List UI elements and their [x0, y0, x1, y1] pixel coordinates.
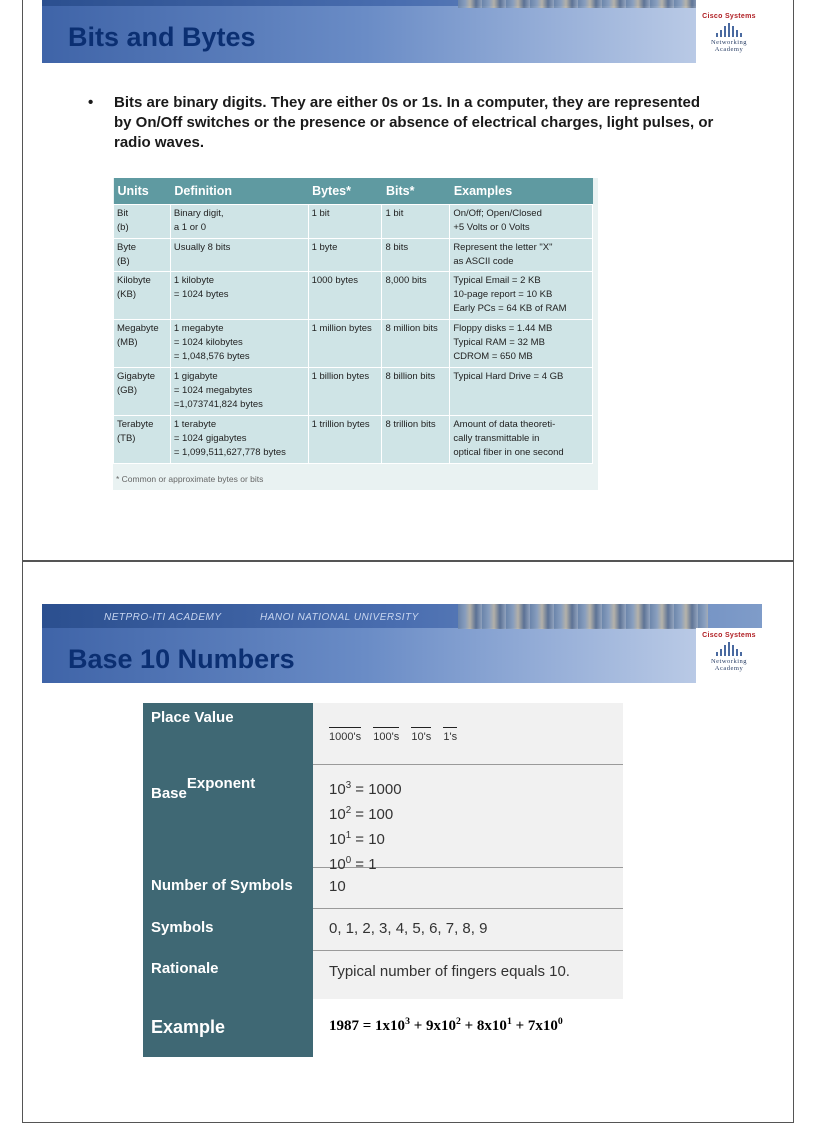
bullet-point: [88, 93, 718, 153]
header-cell: Definition: [170, 178, 308, 204]
base-label: Base: [151, 785, 187, 802]
logo-line-1: Networking: [710, 39, 748, 46]
banner-photo-strip: [458, 0, 708, 8]
logo-bars-icon: [714, 23, 744, 37]
examples-cell-line: Typical Email = 2 KB: [453, 274, 541, 286]
unit-cell-line: Gigabyte: [117, 370, 156, 382]
examples-cell-line: as ASCII code: [453, 255, 514, 267]
bytes-cell-line: 1000 bytes: [311, 274, 359, 286]
bits-cell: [382, 319, 450, 367]
examples-cell-line: optical fiber in one second: [453, 446, 564, 458]
definition-cell-line: = 1,099,511,627,778 bytes: [173, 446, 286, 458]
definition-cell-line: Binary digit,: [173, 207, 224, 219]
bytes-cell-line: 1 billion bytes: [311, 370, 370, 382]
definition-cell: [170, 415, 308, 463]
number-of-symbols-label: Number of Symbols: [151, 877, 293, 894]
powers-list: [329, 775, 402, 875]
slide-1-header-banner: [42, 0, 762, 63]
units-table-row: [114, 415, 593, 463]
bullet-text: Bits are binary digits. They are either 0s or 1s. In a computer, they are represented by On/Off switches or the presence or absence of electrical charges, light pulses, or radio waves.: [114, 94, 714, 151]
header-cell: Examples: [450, 178, 593, 204]
bits-cell-line: 8,000 bits: [385, 274, 427, 286]
unit-cell-line: Bit: [117, 207, 129, 219]
rationale-label: Rationale: [151, 960, 219, 977]
bits-cell: [382, 238, 450, 271]
row-divider: [313, 908, 623, 909]
examples-cell: [450, 367, 593, 415]
place-value-item: 1000's: [329, 727, 361, 743]
cisco-logo: [696, 628, 762, 683]
definition-cell-line: Usually 8 bits: [173, 241, 231, 253]
power-row: $10^2 = 100$: [329, 805, 394, 823]
header-cell: Units: [114, 178, 171, 204]
row-divider: [313, 950, 623, 951]
definition-cell: [170, 238, 308, 271]
bits-cell-line: 8 trillion bits: [385, 418, 436, 430]
examples-cell-line: Early PCs = 64 KB of RAM: [453, 302, 567, 314]
unit-cell: [114, 271, 171, 319]
bullet-icon: •: [88, 94, 94, 111]
bytes-cell-line: 1 bit: [311, 207, 330, 219]
base-exponent-label: [151, 775, 256, 802]
unit-cell: [114, 238, 171, 271]
examples-cell: [450, 204, 593, 238]
unit-cell-line: (MB): [117, 336, 138, 348]
bytes-cell: [308, 319, 382, 367]
unit-cell-line: Kilobyte: [117, 274, 151, 286]
units-table-row: [114, 238, 593, 271]
bits-cell-line: 8 bits: [385, 241, 409, 253]
unit-cell-line: Byte: [117, 241, 137, 253]
number-of-symbols-value: 10: [329, 878, 346, 895]
bits-cell: [382, 204, 450, 238]
unit-cell-line: (GB): [117, 384, 138, 396]
logo-line-2: Academy: [714, 46, 744, 53]
units-table-row: [114, 319, 593, 367]
bits-cell: [382, 415, 450, 463]
examples-cell-line: Amount of data theoreti-: [453, 418, 556, 430]
place-value-item: 1's: [443, 727, 457, 743]
definition-cell-line: = 1024 kilobytes: [173, 336, 243, 348]
units-table: [113, 178, 593, 464]
examples-cell: [450, 238, 593, 271]
definition-cell-line: = 1024 bytes: [173, 288, 229, 300]
definition-cell-line: =1,073741,824 bytes: [173, 398, 263, 410]
header-cell: Bytes*: [308, 178, 382, 204]
example-label: Example: [151, 1017, 226, 1037]
place-value-item: 100's: [373, 727, 399, 743]
logo-brand: Cisco Systems: [702, 632, 756, 639]
unit-cell-line: Megabyte: [117, 322, 159, 334]
bytes-cell-line: 1 byte: [311, 241, 338, 253]
table-footnote: * Common or approximate bytes or bits: [116, 474, 264, 484]
logo-brand: Cisco Systems: [702, 13, 756, 20]
bytes-cell: [308, 238, 382, 271]
logo-line-1: Networking: [710, 658, 748, 665]
slide-2-header-banner: [42, 604, 762, 683]
examples-cell: [450, 319, 593, 367]
units-table-panel: [113, 178, 598, 490]
definition-cell-line: 1 kilobyte: [173, 274, 214, 286]
definition-cell-line: 1 megabyte: [173, 322, 224, 334]
examples-cell-line: Typical RAM = 32 MB: [453, 336, 545, 348]
definition-cell-line: = 1024 megabytes: [173, 384, 253, 396]
examples-cell: [450, 271, 593, 319]
bytes-cell: [308, 271, 382, 319]
bits-cell: [382, 271, 450, 319]
unit-cell-line: Terabyte: [117, 418, 154, 430]
definition-cell: [170, 319, 308, 367]
power-row: $10^0 = 1$: [329, 855, 377, 873]
bytes-cell: [308, 367, 382, 415]
unit-cell: [114, 415, 171, 463]
strip-left-text: NETPRO-ITI ACADEMY: [104, 612, 222, 623]
power-row: $10^1 = 10$: [329, 830, 385, 848]
units-table-row: [114, 204, 593, 238]
units-table-header-row: [114, 178, 593, 204]
unit-cell: [114, 367, 171, 415]
examples-cell-line: Floppy disks = 1.44 MB: [453, 322, 553, 334]
unit-cell-line: (KB): [117, 288, 136, 300]
place-values: [329, 727, 465, 744]
row-divider: [313, 764, 623, 765]
place-value-item: 10's: [411, 727, 431, 743]
bits-cell-line: 8 million bits: [385, 322, 438, 334]
logo-bars-icon: [714, 642, 744, 656]
symbols-label: Symbols: [151, 919, 214, 936]
banner-photo-strip: [458, 604, 708, 629]
bits-cell: [382, 367, 450, 415]
logo-line-2: Academy: [714, 665, 744, 672]
bits-cell-line: 1 bit: [385, 207, 404, 219]
exponent-label: Exponent: [186, 775, 256, 792]
examples-cell: [450, 415, 593, 463]
unit-cell-line: (B): [117, 255, 130, 267]
definition-cell-line: = 1,048,576 bytes: [173, 350, 250, 362]
examples-cell-line: On/Off; Open/Closed: [453, 207, 542, 219]
examples-cell-line: CDROM = 650 MB: [453, 350, 533, 362]
bits-cell-line: 8 billion bits: [385, 370, 436, 382]
rationale-value: Typical number of fingers equals 10.: [329, 963, 570, 980]
definition-cell-line: 1 terabyte: [173, 418, 217, 430]
definition-cell: [170, 271, 308, 319]
cisco-logo: [696, 0, 762, 63]
definition-cell: [170, 204, 308, 238]
bytes-cell: [308, 204, 382, 238]
definition-cell-line: 1 gigabyte: [173, 370, 218, 382]
example-equation: $1987 = 1x10^3 + 9x10^2 + 8x10^1 + 7x10^0$: [329, 1016, 563, 1034]
unit-cell: [114, 319, 171, 367]
definition-cell: [170, 367, 308, 415]
base-10-table: [143, 703, 623, 1057]
header-cell: Bits*: [382, 178, 450, 204]
slide-2-title: Base 10 Numbers: [68, 644, 295, 674]
strip-right-text: HANOI NATIONAL UNIVERSITY: [260, 612, 419, 623]
power-row: $10^3 = 1000$: [329, 780, 402, 798]
examples-cell-line: cally transmittable in: [453, 432, 540, 444]
slide-1-title: Bits and Bytes: [68, 22, 256, 52]
unit-cell-line: (TB): [117, 432, 136, 444]
bytes-cell: [308, 415, 382, 463]
unit-cell-line: (b): [117, 221, 129, 233]
examples-cell-line: Represent the letter "X": [453, 241, 553, 253]
bytes-cell-line: 1 million bytes: [311, 322, 372, 334]
units-table-row: [114, 367, 593, 415]
symbols-value: 0, 1, 2, 3, 4, 5, 6, 7, 8, 9: [329, 920, 488, 937]
definition-cell-line: = 1024 gigabytes: [173, 432, 247, 444]
examples-cell-line: 10-page report = 10 KB: [453, 288, 553, 300]
bytes-cell-line: 1 trillion bytes: [311, 418, 370, 430]
examples-cell-line: Typical Hard Drive = 4 GB: [453, 370, 564, 382]
units-table-row: [114, 271, 593, 319]
definition-cell-line: a 1 or 0: [173, 221, 207, 233]
examples-cell-line: +5 Volts or 0 Volts: [453, 221, 530, 233]
place-value-label: Place Value: [151, 709, 234, 726]
unit-cell: [114, 204, 171, 238]
